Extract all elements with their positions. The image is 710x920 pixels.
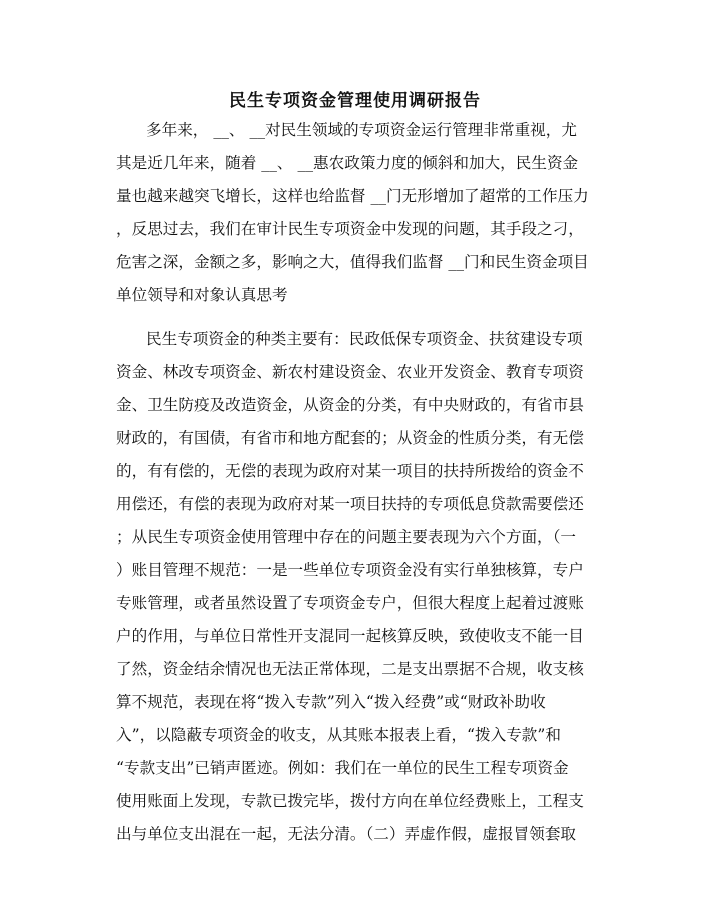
paragraph-line: 危害之深，金额之多，影响之大，值得我们监督 __门和民生资金项目 [116,253,589,271]
paragraph-line: 了然，资金结余情况也无法正常体现，二是支出票据不合规，收支核 [116,660,584,678]
paragraph-line: 户的作用，与单位日常性开支混同一起核算反映，致使收支不能一目 [116,627,584,645]
paragraph-line: 金、卫生防疫及改造资金，从资金的分类，有中央财政的，有省市县 [116,396,584,414]
paragraph-line: 资金、林改专项资金、新农村建设资金、农业开发资金、教育专项资 [116,363,584,381]
paragraph-fund-types [116,323,606,851]
paragraph-line: 其是近几年来，随着 __、 __惠农政策力度的倾斜和加大，民生资金 [116,154,579,172]
paragraph-line: 单位领导和对象认真思考 [116,286,288,304]
paragraph-line: ；从民生专项资金使用管理中存在的问题主要表现为六个方面，（一 [116,528,577,546]
document-title: 民生专项资金管理使用调研报告 [229,91,481,111]
paragraph-line: 入”，以隐蔽专项资金的收支，从其账本报表上看，“拨入专款”和 [116,726,561,744]
paragraph-line: 多年来， __、 __对民生领域的专项资金运行管理非常重视，尤 [146,121,577,139]
paragraph-line: ）账目管理不规范：一是一些单位专项资金没有实行单独核算，专户 [116,561,584,579]
paragraph-line: “专款支出”已销声匿迹。例如：我们在一单位的民生工程专项资金 [116,759,569,777]
paragraph-intro [116,114,606,312]
paragraph-line: 出与单位支出混在一起，无法分清。（二）弄虚作假，虚报冒领套取 [116,825,577,843]
paragraph-line: 用偿还，有偿的表现为政府对某一项目扶持的专项低息贷款需要偿还 [116,495,584,513]
paragraph-line: 财政的，有国债，有省市和地方配套的；从资金的性质分类，有无偿 [116,429,584,447]
paragraph-line: 使用账面上发现，专款已拨完毕，拨付方向在单位经费账上，工程支 [116,792,584,810]
paragraph-line: 量也越来越突飞增长，这样也给监督 __门无形增加了超常的工作压力 [116,187,589,205]
paragraph-line: 算不规范，表现在将“拨入专款”列入“拨入经费”或“财政补助收 [116,693,546,711]
paragraph-line: 专账管理，或者虽然设置了专项资金专户，但很大程度上起着过渡账 [116,594,584,612]
paragraph-line: 民生专项资金的种类主要有：民政低保专项资金、扶贫建设专项 [146,330,583,348]
paragraph-line: 的，有有偿的，无偿的表现为政府对某一项目的扶持所拨给的资金不 [116,462,584,480]
paragraph-line: ，反思过去，我们在审计民生专项资金中发现的问题，其手段之刁， [116,220,584,238]
